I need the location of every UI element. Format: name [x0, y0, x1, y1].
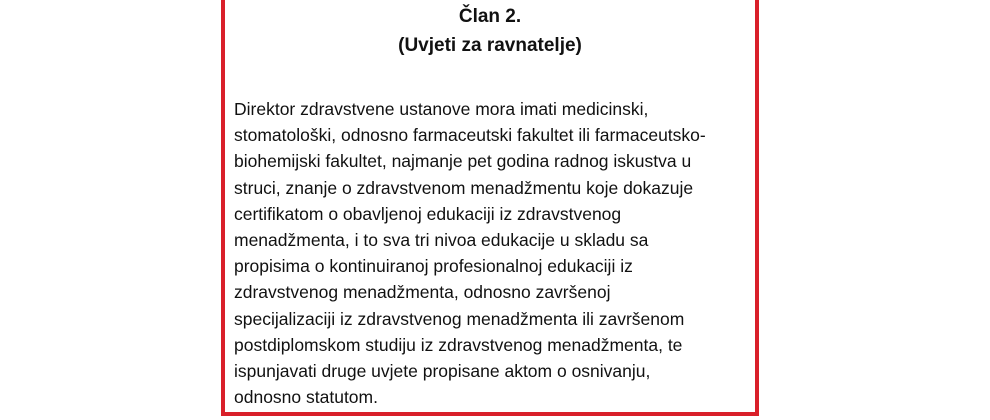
body-line: zdravstvenog menadžmenta, odnosno završenoj [234, 282, 611, 303]
article-body [234, 96, 749, 410]
body-line: Direktor zdravstvene ustanove mora imati medicinski, [234, 99, 649, 119]
body-line: certifikatom o obavljenoj edukaciji iz zdravstvenog [234, 203, 622, 224]
body-line: struci, znanje o zdravstvenom menadžmentu koje dokazuje [234, 177, 694, 198]
body-line: propisima o kontinuiranoj profesionalnoj edukaciji iz [234, 256, 633, 277]
article-number: Član 2. [458, 6, 522, 27]
body-line: biohemijski fakultet, najmanje pet godina radnog iskustva u [234, 151, 692, 172]
body-line: postdiplomskom studiju iz zdravstvenog menadžmenta, te [234, 334, 683, 355]
document-frame [221, 0, 759, 416]
body-line: menadžmenta, i to sva tri nivoa edukacije u skladu sa [234, 230, 649, 251]
body-line: ispunjavati druge uvjete propisane aktom o osnivanju, [234, 361, 651, 382]
body-line: specijalizaciji iz zdravstvenog menadžmenta ili završenom [234, 308, 685, 329]
body-line: stomatološki, odnosno farmaceutski fakultet ili farmaceutsko- [234, 125, 706, 146]
article-title: (Uvjeti za ravnatelje) [398, 35, 582, 56]
body-line: odnosno statutom. [234, 387, 378, 408]
